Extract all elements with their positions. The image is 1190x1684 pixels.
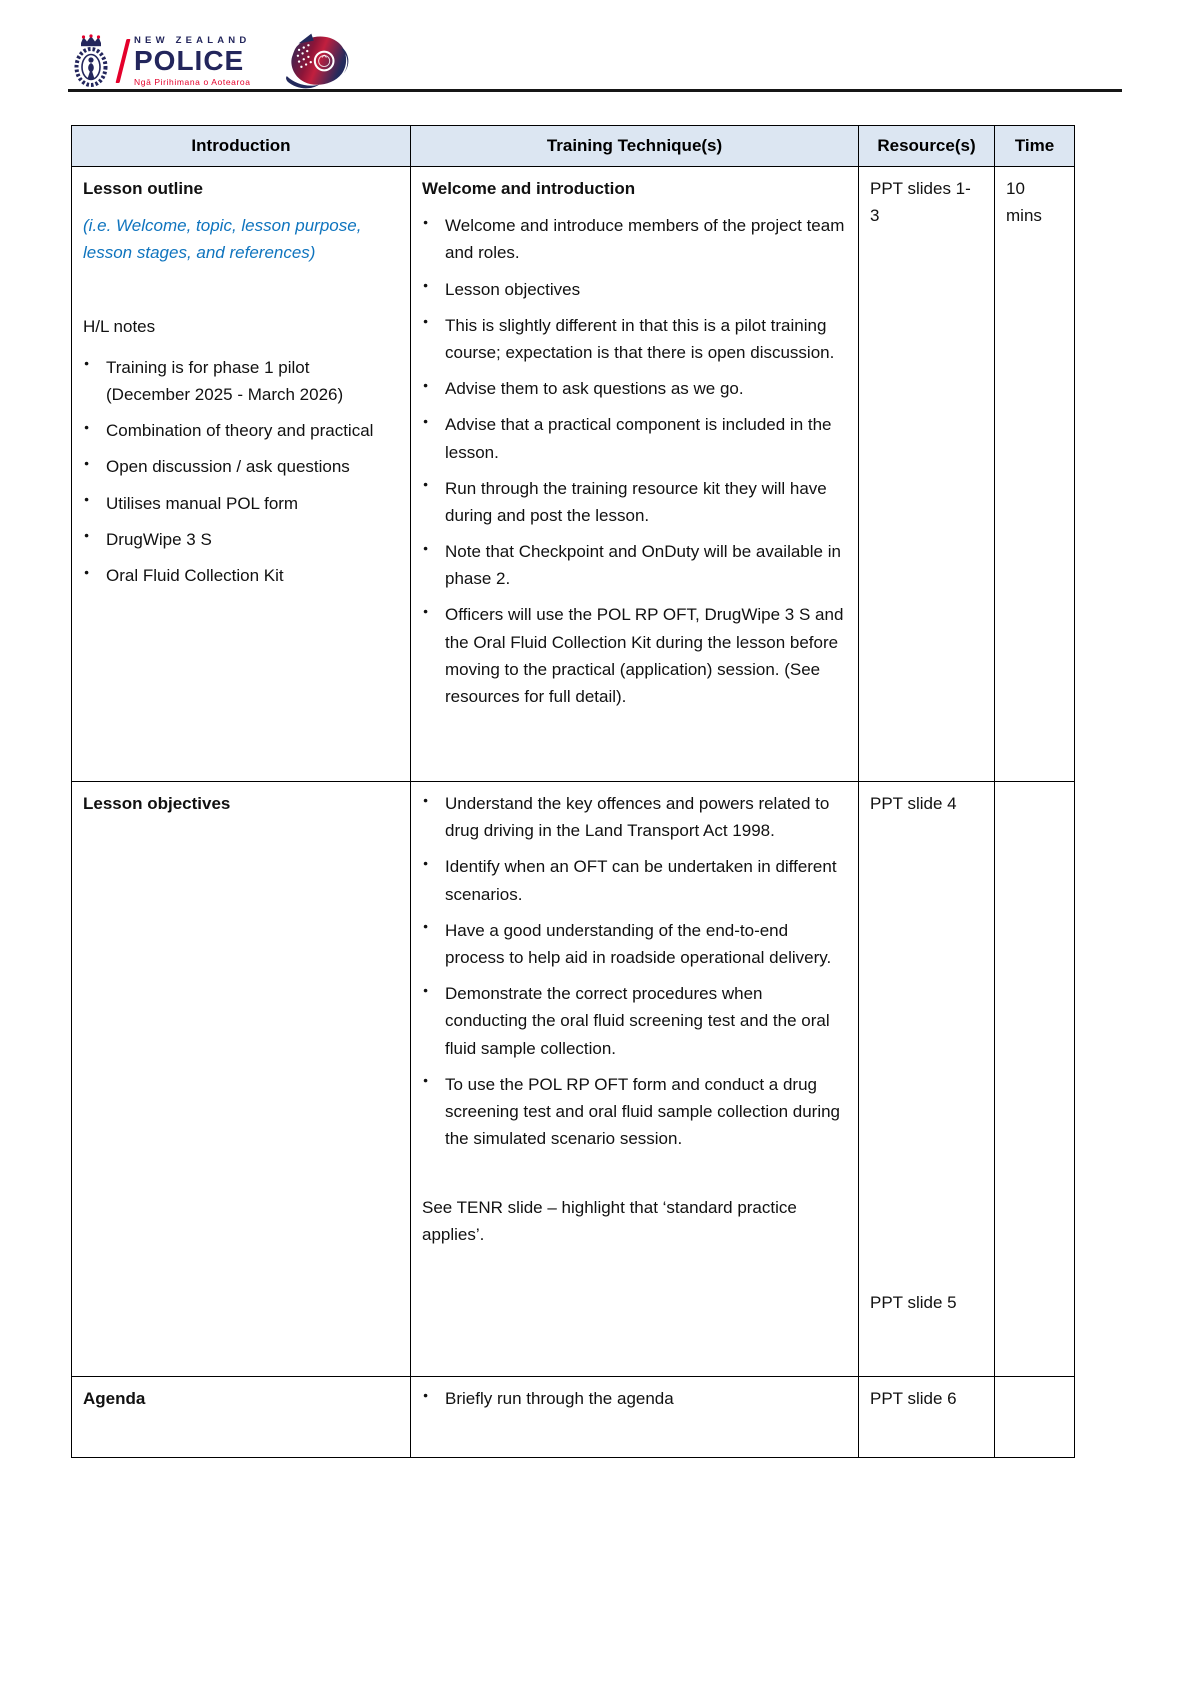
bullet-item: ● Combination of theory and practical [83, 417, 398, 444]
bullet-item: ● Training is for phase 1 pilot (December 2025 - March 2026) [83, 354, 398, 408]
cell-time-row1 [995, 167, 1075, 782]
agenda-title: Agenda [83, 1389, 146, 1408]
lesson-outline-title: Lesson outline [83, 179, 203, 198]
column-header-training-techniques: Training Technique(s) [411, 126, 859, 167]
objectives-bullet-list [422, 790, 846, 1152]
resource-ref: PPT slide 5 [870, 1293, 957, 1313]
table-row [72, 167, 1075, 782]
bullet-item: ● Understand the key offences and powers related to drug driving in the Land Transport Act 1998. [422, 790, 846, 844]
table-row [72, 1377, 1075, 1458]
resource-ref: PPT slide 4 [870, 794, 957, 813]
logo-slash-divider [116, 39, 131, 83]
cell-resources-row3 [859, 1377, 995, 1458]
logo-new-zealand-text: NEW ZEALAND [134, 34, 251, 46]
bullet-item: ● This is slightly different in that this is a pilot training course; expectation is that there is open discussion. [422, 312, 846, 366]
cell-introduction-lesson-objectives [72, 782, 411, 1377]
column-header-resources: Resource(s) [859, 126, 995, 167]
bullet-item: ● To use the POL RP OFT form and conduct a drug screening test and oral fluid sample collection during the simulated scenario session. [422, 1071, 846, 1153]
bullet-item: ● Utilises manual POL form [83, 490, 398, 517]
bullet-item: ● DrugWipe 3 S [83, 526, 398, 553]
logo-maori-text: Ngā Pirihimana o Aotearoa [134, 77, 251, 87]
cell-resources-row1 [859, 167, 995, 782]
bullet-item: ● Demonstrate the correct procedures when conducting the oral fluid screening test and the oral fluid sample collection. [422, 980, 846, 1062]
hl-notes-heading: H/L notes [83, 316, 156, 336]
resource-ref: PPT slides 1-3 [870, 179, 971, 226]
cell-techniques-objectives [411, 782, 859, 1377]
lesson-objectives-title: Lesson objectives [83, 794, 231, 813]
cell-time-row3 [995, 1377, 1075, 1458]
bullet-item: ● Welcome and introduce members of the project team and roles. [422, 212, 846, 266]
table-row [72, 782, 1075, 1377]
bullet-item: ● Advise that a practical component is included in the lesson. [422, 411, 846, 465]
time-value: 10 mins [1006, 179, 1042, 226]
bullet-item: ● Lesson objectives [422, 276, 846, 303]
bullet-item: ● Briefly run through the agenda [422, 1385, 846, 1412]
agenda-bullet-list [422, 1385, 846, 1412]
welcome-title: Welcome and introduction [422, 179, 636, 198]
nz-police-logo [68, 33, 251, 89]
lesson-outline-note: (i.e. Welcome, topic, lesson purpose, lesson stages, and references) [83, 216, 362, 263]
hl-notes-bullet-list [83, 354, 398, 589]
bullet-item: ● Identify when an OFT can be undertaken in different scenarios. [422, 853, 846, 907]
cell-resources-row2 [859, 782, 995, 1377]
cell-time-row2 [995, 782, 1075, 1377]
resource-ref: PPT slide 6 [870, 1389, 957, 1408]
bullet-item: ● Open discussion / ask questions [83, 453, 398, 480]
bullet-item: ● Have a good understanding of the end-to-end process to help aid in roadside operational delivery. [422, 917, 846, 971]
welcome-bullet-list [422, 212, 846, 710]
logo-police-text: POLICE [134, 45, 245, 76]
table-header-row [72, 126, 1075, 167]
bullet-item: ● Note that Checkpoint and OnDuty will be available in phase 2. [422, 538, 846, 592]
header-logos [68, 30, 351, 92]
police-logo-text [134, 36, 251, 87]
cell-techniques-agenda [411, 1377, 859, 1458]
cell-techniques-welcome [411, 167, 859, 782]
cell-introduction-lesson-outline [72, 167, 411, 782]
bullet-item: ● Advise them to ask questions as we go. [422, 375, 846, 402]
header-divider [68, 89, 1122, 92]
column-header-introduction: Introduction [72, 126, 411, 167]
bullet-item: ● Officers will use the POL RP OFT, DrugWipe 3 S and the Oral Fluid Collection Kit during the lesson before moving to the practical (application) session. (See resources for full detail). [422, 601, 846, 710]
bullet-item: ● Run through the training resource kit they will have during and post the lesson. [422, 475, 846, 529]
cell-introduction-agenda [72, 1377, 411, 1458]
police-koru-emblem-icon [281, 30, 351, 92]
bullet-item: ● Oral Fluid Collection Kit [83, 562, 398, 589]
column-header-time: Time [995, 126, 1075, 167]
tenr-note: See TENR slide – highlight that ‘standard practice applies’. [422, 1198, 797, 1245]
police-crest-icon [68, 33, 114, 89]
lesson-plan-table [71, 125, 1075, 1458]
